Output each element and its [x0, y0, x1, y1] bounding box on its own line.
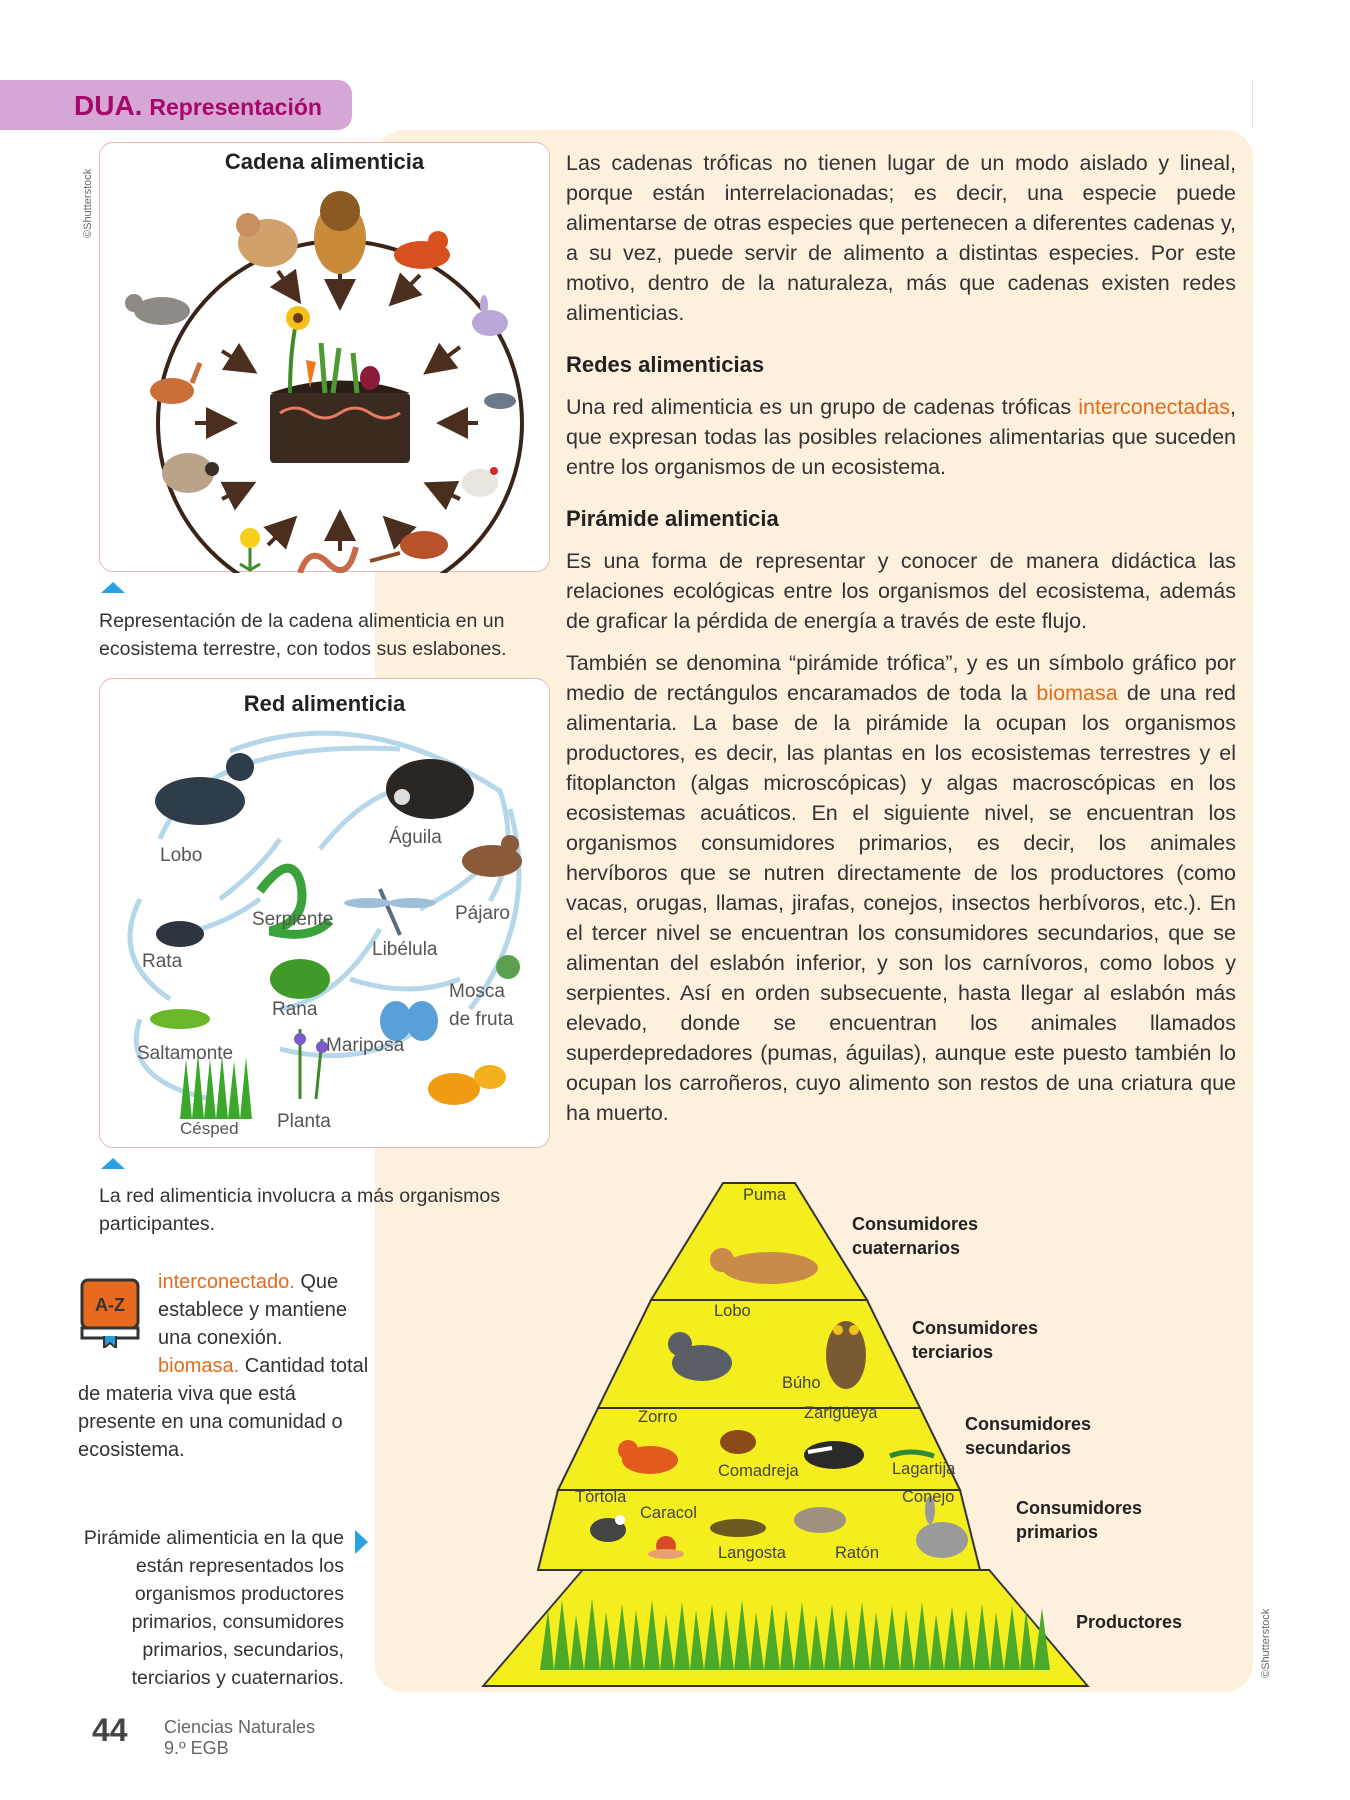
- pyramid-caption: Pirámide alimenticia en la que están representados los organismos productores primarios, consumidores primarios, secundarios, terciarios y cuaternarios.: [83, 1527, 344, 1689]
- label-productores: Productores: [1076, 1612, 1183, 1632]
- page-number: 44: [92, 1712, 128, 1748]
- org-zorro: Zorro: [638, 1408, 678, 1426]
- paragraph-2: [566, 392, 1236, 482]
- label-terciarios: [912, 1316, 1038, 1364]
- label-cuaternarios-l2: cuaternarios: [852, 1238, 961, 1258]
- red-title: Red alimenticia: [243, 691, 406, 716]
- image-credit-left: ©Shutterstock: [82, 168, 94, 238]
- mouse-icon: [794, 1507, 846, 1533]
- term-interconectadas: interconectadas: [1078, 395, 1231, 419]
- org-caracol: Caracol: [640, 1504, 697, 1522]
- heading-piramide: Pirámide alimenticia: [566, 506, 779, 531]
- org-langosta: Langosta: [718, 1544, 786, 1562]
- grasshopper-icon: [150, 1009, 210, 1029]
- fox-icon: [394, 231, 450, 269]
- wolf-icon: [125, 294, 190, 325]
- gloss-def-1: Que establece y mantiene una conexión.: [158, 1271, 348, 1349]
- dua-label: DUA: [74, 90, 135, 121]
- paragraph-3: Es una forma de representar y conocer de manera didáctica las relaciones ecológicas entre los organismos del ecosistema, además de graficar la pérdida de energía a través de este flujo.: [566, 549, 1236, 633]
- eagle-icon: [386, 759, 474, 819]
- org-tortola: Tórtola: [575, 1488, 627, 1506]
- dandelion-icon: [240, 528, 260, 570]
- org-raton: Ratón: [835, 1544, 880, 1562]
- beet-icon: [360, 366, 380, 390]
- label-primarios-l1: Consumidores: [1016, 1498, 1143, 1518]
- az-text: A-Z: [95, 1295, 125, 1315]
- term-biomasa: biomasa: [1036, 681, 1118, 705]
- grade-label: 9.º EGB: [164, 1738, 229, 1758]
- lioness-icon: [236, 213, 298, 267]
- p4-start: También se denomina “pirámide trófica”, y es un símbolo gráfico por medio de rectángulos encaramados de toda la: [566, 651, 1236, 705]
- fly-icon: [496, 955, 520, 979]
- label-saltamonte: Saltamonte: [137, 1043, 234, 1064]
- label-cuaternarios-l1: Consumidores: [852, 1214, 979, 1234]
- dua-header-tab: [0, 80, 352, 130]
- org-lagartija: Lagartija: [892, 1460, 956, 1478]
- locust-icon: [710, 1519, 766, 1537]
- caption-marker-2: [101, 1158, 125, 1169]
- paragraph-4: [566, 648, 1236, 1128]
- label-cuaternarios: [852, 1212, 978, 1260]
- label-primarios-l2: primarios: [1016, 1522, 1099, 1542]
- label-mariposa: Mariposa: [326, 1035, 405, 1056]
- org-puma: Puma: [743, 1186, 787, 1204]
- heading-redes: Redes alimenticias: [566, 352, 765, 377]
- paragraph-1: Las cadenas tróficas no tienen lugar de un modo aislado y lineal, porque están interrelacionadas; es decir, una especie puede alimentarse de otras especies que pertenecen a diferentes cadenas y, a su vez, puede servir de alimento a distintas especies. Por este motivo, dentro de la naturaleza, más que cadenas existen redes alimenticias.: [566, 151, 1236, 325]
- label-terciarios-l1: Consumidores: [912, 1318, 1039, 1338]
- earthworm-icon: [300, 547, 356, 573]
- p2-start: Una red alimenticia es un grupo de cadenas tróficas: [566, 395, 1072, 419]
- frog-icon: [270, 959, 330, 999]
- org-buho: Búho: [782, 1374, 821, 1392]
- caption-marker-3: [355, 1530, 368, 1554]
- gloss-entry-2: [78, 1352, 378, 1464]
- badger-icon: [804, 1441, 864, 1469]
- red-figure: [99, 678, 550, 1148]
- dua-dot: .: [134, 90, 143, 121]
- gloss-term-2: biomasa.: [158, 1355, 240, 1377]
- lion-icon: [314, 191, 366, 274]
- org-conejo: Conejo: [902, 1488, 955, 1506]
- label-rana: Rana: [272, 999, 318, 1020]
- label-mosca: Mosca: [449, 981, 505, 1002]
- label-serpiente: Serpiente: [252, 909, 334, 930]
- pheasant-icon: [370, 531, 448, 561]
- owl-icon: [826, 1321, 866, 1389]
- label-rata: Rata: [142, 951, 183, 972]
- dragonfly-icon: [344, 889, 436, 935]
- label-lobo: Lobo: [160, 845, 203, 866]
- org-lobo: Lobo: [714, 1302, 751, 1320]
- label-libelula: Libélula: [372, 939, 438, 960]
- p2-end: , que expresan todas las posibles relaciones alimentarias que suceden entre los organismos de un ecosistema.: [566, 395, 1236, 479]
- gloss-term-1: interconectado.: [158, 1271, 295, 1293]
- mouse-icon: [484, 393, 516, 409]
- label-pajaro: Pájaro: [455, 903, 510, 924]
- cadena-caption: Representación de la cadena alimenticia en un ecosistema terrestre, con todos sus eslabones.: [99, 610, 507, 660]
- caption-marker-1: [101, 582, 125, 593]
- mango-icon: [428, 1065, 506, 1105]
- cadena-figure: [99, 142, 550, 572]
- margin-rule: [1252, 80, 1253, 128]
- weasel-icon: [720, 1430, 756, 1454]
- rat-icon: [156, 921, 204, 947]
- soil-block: [270, 393, 410, 463]
- wolf-icon: [155, 753, 254, 825]
- sheep-icon: [162, 453, 219, 493]
- p4-end: de una red alimentaria. La base de la pirámide la ocupan los organismos productores, es decir, las plantas en los ecosistemas terrestres y el fitoplancton (algas microscópicas) y algas macroscópicas en los ecosistemas acuáticos. En el siguiente nivel, se encuentran los organismos consumidores primarios, es decir, los animales hervíboros que se nutren directamente de los productores (como vacas, orugas, llamas, jirafas, conejos, insectos herbívoros, etc.). En el tercer nivel se encuentran los consumidores secundarios, que se alimentan del eslabón inferior, y son los carnívoros, como lobos y serpientes. Así en orden subsecuente, hasta llegar al eslabón más elevado, donde se encuentran los animales llamados superdepredadores (pumas, águilas), aunque este puesto también lo ocupan los carroñeros, cuyo alimento son restos de una criatura que ha muerto.: [566, 681, 1236, 1125]
- food-chain-illustration: [100, 143, 551, 573]
- deer-icon: [150, 363, 200, 404]
- bird-icon: [462, 835, 522, 877]
- subject-info: [164, 1717, 315, 1759]
- label-planta: Planta: [277, 1111, 331, 1132]
- org-comadreja: Comadreja: [718, 1462, 799, 1480]
- label-primarios: [1016, 1496, 1142, 1544]
- subject-name: Ciencias Naturales: [164, 1717, 316, 1737]
- main-text-column: [566, 148, 1236, 1128]
- red-caption: La red alimenticia involucra a más organismos participantes.: [99, 1185, 501, 1235]
- label-cesped: Césped: [180, 1119, 239, 1138]
- label-secundarios-l1: Consumidores: [965, 1414, 1092, 1434]
- image-credit-right: ©Shutterstock: [1260, 1608, 1272, 1678]
- lavender-icon: [294, 1029, 328, 1099]
- label-secundarios-l2: secundarios: [965, 1438, 1072, 1458]
- label-secundarios: [965, 1412, 1091, 1460]
- level-terciarios: [598, 1300, 920, 1408]
- label-terciarios-l2: terciarios: [912, 1342, 994, 1362]
- representacion-label: Representación: [149, 94, 322, 120]
- label-de-fruta: de fruta: [449, 1009, 514, 1030]
- gloss-entry-1: [78, 1268, 378, 1352]
- gloss-def-2: Cantidad total de materia viva que está presente en una comunidad o ecosistema.: [78, 1355, 369, 1461]
- hen-icon: [462, 467, 498, 497]
- label-aguila: Águila: [389, 827, 442, 848]
- org-zarigueya: Zarigüeya: [804, 1404, 878, 1422]
- glossary: [78, 1268, 378, 1464]
- cadena-title: Cadena alimenticia: [224, 149, 425, 174]
